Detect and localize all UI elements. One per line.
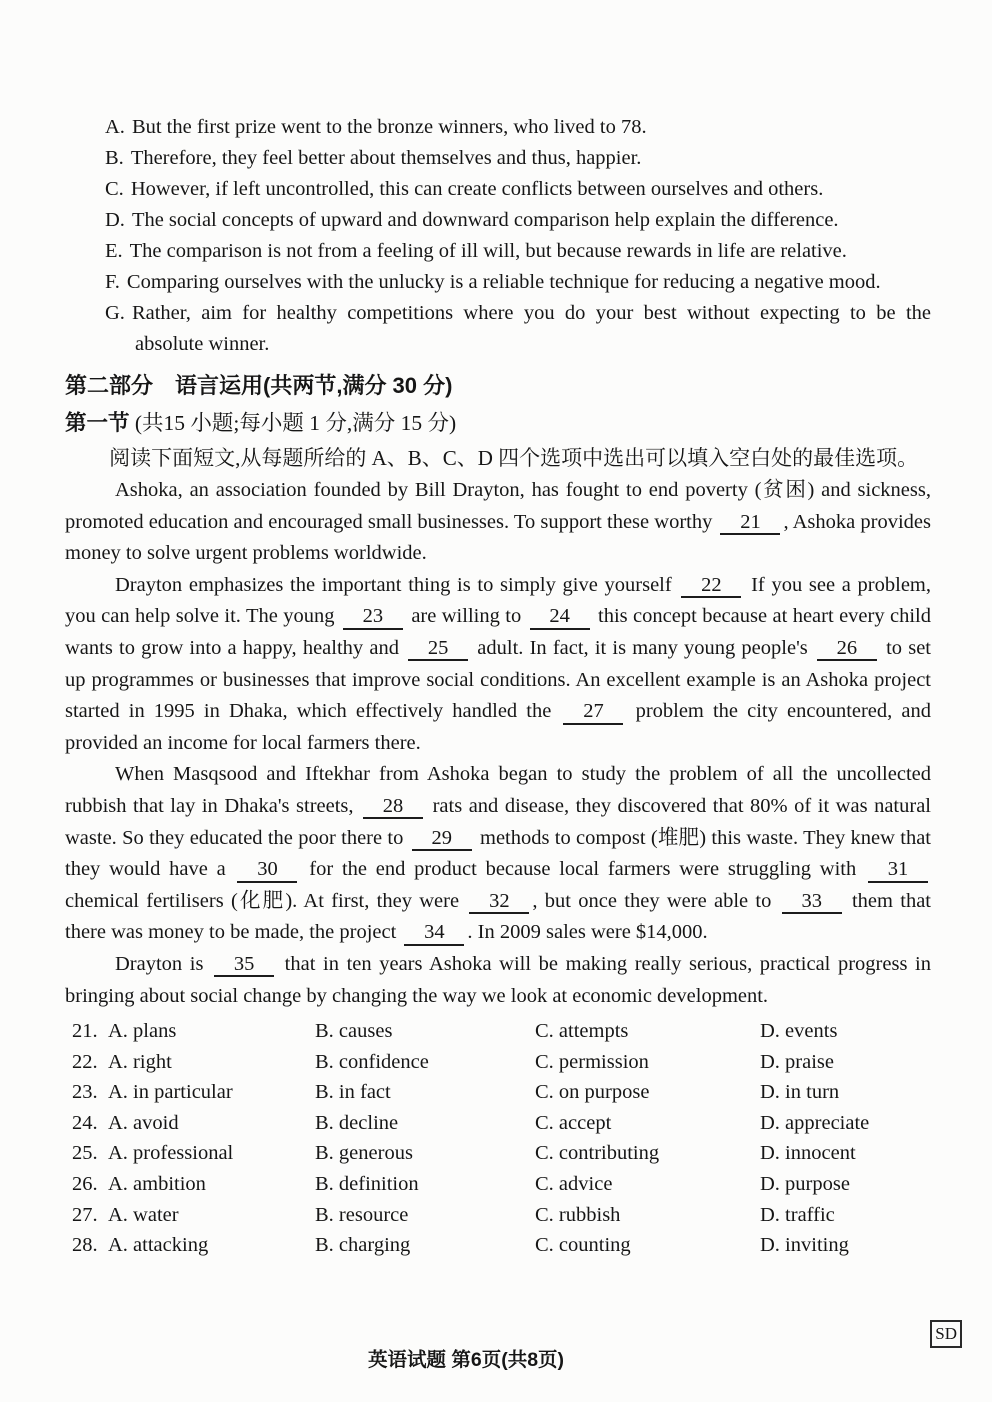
mc-row-28 — [72, 1234, 931, 1265]
mc-cell: C. attempts — [535, 1020, 629, 1043]
option-text: Therefore, they feel better about themselves and thus, happier. — [130, 147, 642, 169]
blank-22: 22 — [681, 575, 741, 599]
cloze-paragraph-1: Ashoka, an association founded by Bill Drayton, has fought to end poverty (贫困) and sickness, promoted education and encouraged small businesses. To support these worthy 21 , Ashoka provides money to solve urgent problems worldwide. — [65, 479, 931, 565]
blank-29: 29 — [412, 828, 472, 852]
option-letter: G. — [105, 302, 125, 324]
page-footer: 英语试题 第6页(共8页) — [367, 1349, 565, 1371]
mc-row-24 — [72, 1112, 931, 1143]
blank-34: 34 — [404, 922, 464, 946]
mc-cell: B. charging — [315, 1234, 411, 1257]
option-letter: D. — [105, 209, 125, 231]
mc-question-number: 25. — [72, 1142, 98, 1165]
mc-cell: C. rubbish — [535, 1203, 621, 1226]
blank-24: 24 — [530, 606, 590, 630]
section1-detail: (共15 小题;每小题 1 分,满分 15 分) — [134, 411, 457, 435]
mc-cell: A. plans — [108, 1020, 177, 1043]
option-text: The social concepts of upward and downward comparison help explain the difference. — [131, 209, 839, 231]
mc-cell: B. in fact — [315, 1081, 391, 1104]
mc-row-27 — [72, 1204, 931, 1235]
cloze-paragraph-2: Drayton emphasizes the important thing is to simply give yourself 22 If you see a problem, you can help solve it. The young 23 are willing to 24 this concept because at heart every child wants to grow into a happy, healthy and 25 adult. In fact, it is many young people's 26 to set up programmes or businesses that improve social conditions. An excellent example is an Ashoka project started in 1995 in Dhaka, which effectively handled the 27 problem the city encountered, and provided an income for local farmers there. — [65, 573, 931, 754]
mc-cell: B. confidence — [315, 1050, 429, 1073]
mc-cell: B. generous — [315, 1142, 413, 1165]
blank-26: 26 — [817, 638, 877, 662]
option-letter: A. — [105, 116, 125, 138]
mc-cell: A. right — [108, 1050, 172, 1073]
answer-option-E — [65, 236, 931, 267]
mc-options-grid — [72, 1020, 931, 1265]
option-letter: E. — [105, 240, 123, 262]
mc-cell: B. resource — [315, 1203, 409, 1226]
mc-question-number: 22. — [72, 1050, 98, 1073]
blank-30: 30 — [237, 859, 297, 883]
mc-cell: D. in turn — [760, 1081, 840, 1104]
blank-21: 21 — [720, 512, 780, 536]
mc-cell: C. on purpose — [535, 1081, 650, 1104]
mc-cell: D. appreciate — [760, 1111, 870, 1134]
mc-cell: D. inviting — [760, 1234, 849, 1257]
mc-cell: D. purpose — [760, 1173, 850, 1196]
mc-question-number: 23. — [72, 1081, 98, 1104]
mc-cell: B. decline — [315, 1111, 399, 1134]
cloze-paragraph-3: When Masqsood and Iftekhar from Ashoka began to study the problem of all the uncollected rubbish that lay in Dhaka's streets, 28 rats and disease, they discovered that 80% of it was natural waste. So they educated the poor there to 29 methods to compost (堆肥) this waste. They knew that they would have a 30 for the end product because local farmers were struggling with 31 chemical fertilisers (化肥). At first, they were 32 , but once they were able to 33 them that there was money to be made, the project 34 . In 2009 sales were $14,000. — [65, 759, 931, 949]
section1-label: 第一节 — [65, 411, 130, 435]
mc-cell: C. contributing — [535, 1142, 660, 1165]
option-text: However, if left uncontrolled, this can create conflicts between ourselves and others. — [130, 178, 824, 200]
section1-header — [65, 406, 931, 440]
mc-cell: A. avoid — [108, 1111, 179, 1134]
mc-question-number: 24. — [72, 1111, 98, 1134]
mc-question-number: 21. — [72, 1020, 98, 1043]
blank-32: 32 — [469, 891, 529, 915]
mc-cell: B. definition — [315, 1173, 419, 1196]
option-text: But the first prize went to the bronze winners, who lived to 78. — [131, 116, 647, 138]
part2-header: 第二部分 语言运用(共两节,满分 30 分) — [65, 373, 453, 398]
blank-23: 23 — [343, 606, 403, 630]
blank-25: 25 — [408, 638, 468, 662]
blank-31: 31 — [868, 859, 928, 883]
option-letter: B. — [105, 147, 124, 169]
mc-cell: C. advice — [535, 1173, 613, 1196]
answer-option-D — [65, 205, 931, 236]
answer-option-B — [65, 143, 931, 174]
option-letter: F. — [105, 271, 120, 293]
mc-cell: A. attacking — [108, 1234, 209, 1257]
mc-question-number: 26. — [72, 1173, 98, 1196]
answer-option-A — [65, 112, 931, 143]
mc-cell: A. water — [108, 1203, 179, 1226]
mc-cell: D. praise — [760, 1050, 835, 1073]
mc-row-23 — [72, 1081, 931, 1112]
mc-row-22 — [72, 1051, 931, 1082]
mc-row-26 — [72, 1173, 931, 1204]
mc-cell: B. causes — [315, 1020, 393, 1043]
blank-28: 28 — [363, 796, 423, 820]
mc-cell: A. ambition — [108, 1173, 206, 1196]
mc-cell: D. events — [760, 1020, 838, 1043]
option-text: Rather, aim for healthy competitions where you do your best without expecting to be the absolute winner. — [131, 302, 931, 355]
blank-33: 33 — [782, 891, 842, 915]
exam-page-content — [65, 112, 931, 1265]
answer-option-C — [65, 174, 931, 205]
answer-options-list — [65, 112, 931, 360]
mc-cell: C. accept — [535, 1111, 612, 1134]
answer-option-G — [65, 298, 931, 360]
option-letter: C. — [105, 178, 124, 200]
mc-cell: C. permission — [535, 1050, 649, 1073]
mc-cell: A. professional — [108, 1142, 234, 1165]
mc-cell: D. innocent — [760, 1142, 856, 1165]
mc-cell: D. traffic — [760, 1203, 835, 1226]
cloze-instruction: 阅读下面短文,从每题所给的 A、B、C、D 四个选项中选出可以填入空白处的最佳选项。 — [109, 446, 919, 470]
mc-question-number: 28. — [72, 1234, 98, 1257]
mc-row-21 — [72, 1020, 931, 1051]
sd-badge: SD — [930, 1320, 962, 1348]
mc-question-number: 27. — [72, 1203, 98, 1226]
mc-cell: C. counting — [535, 1234, 631, 1257]
answer-option-F — [65, 267, 931, 298]
cloze-paragraph-4: Drayton is 35 that in ten years Ashoka will be making really serious, practical progress in bringing about social change by changing the way we look at economic development. — [65, 952, 931, 1007]
blank-27: 27 — [563, 701, 623, 725]
option-text: Comparing ourselves with the unlucky is a reliable technique for reducing a negative mood. — [126, 271, 881, 293]
mc-cell: A. in particular — [108, 1081, 233, 1104]
mc-row-25 — [72, 1142, 931, 1173]
blank-35: 35 — [214, 954, 274, 978]
option-text: The comparison is not from a feeling of ill will, but because rewards in life are relative. — [129, 240, 847, 262]
